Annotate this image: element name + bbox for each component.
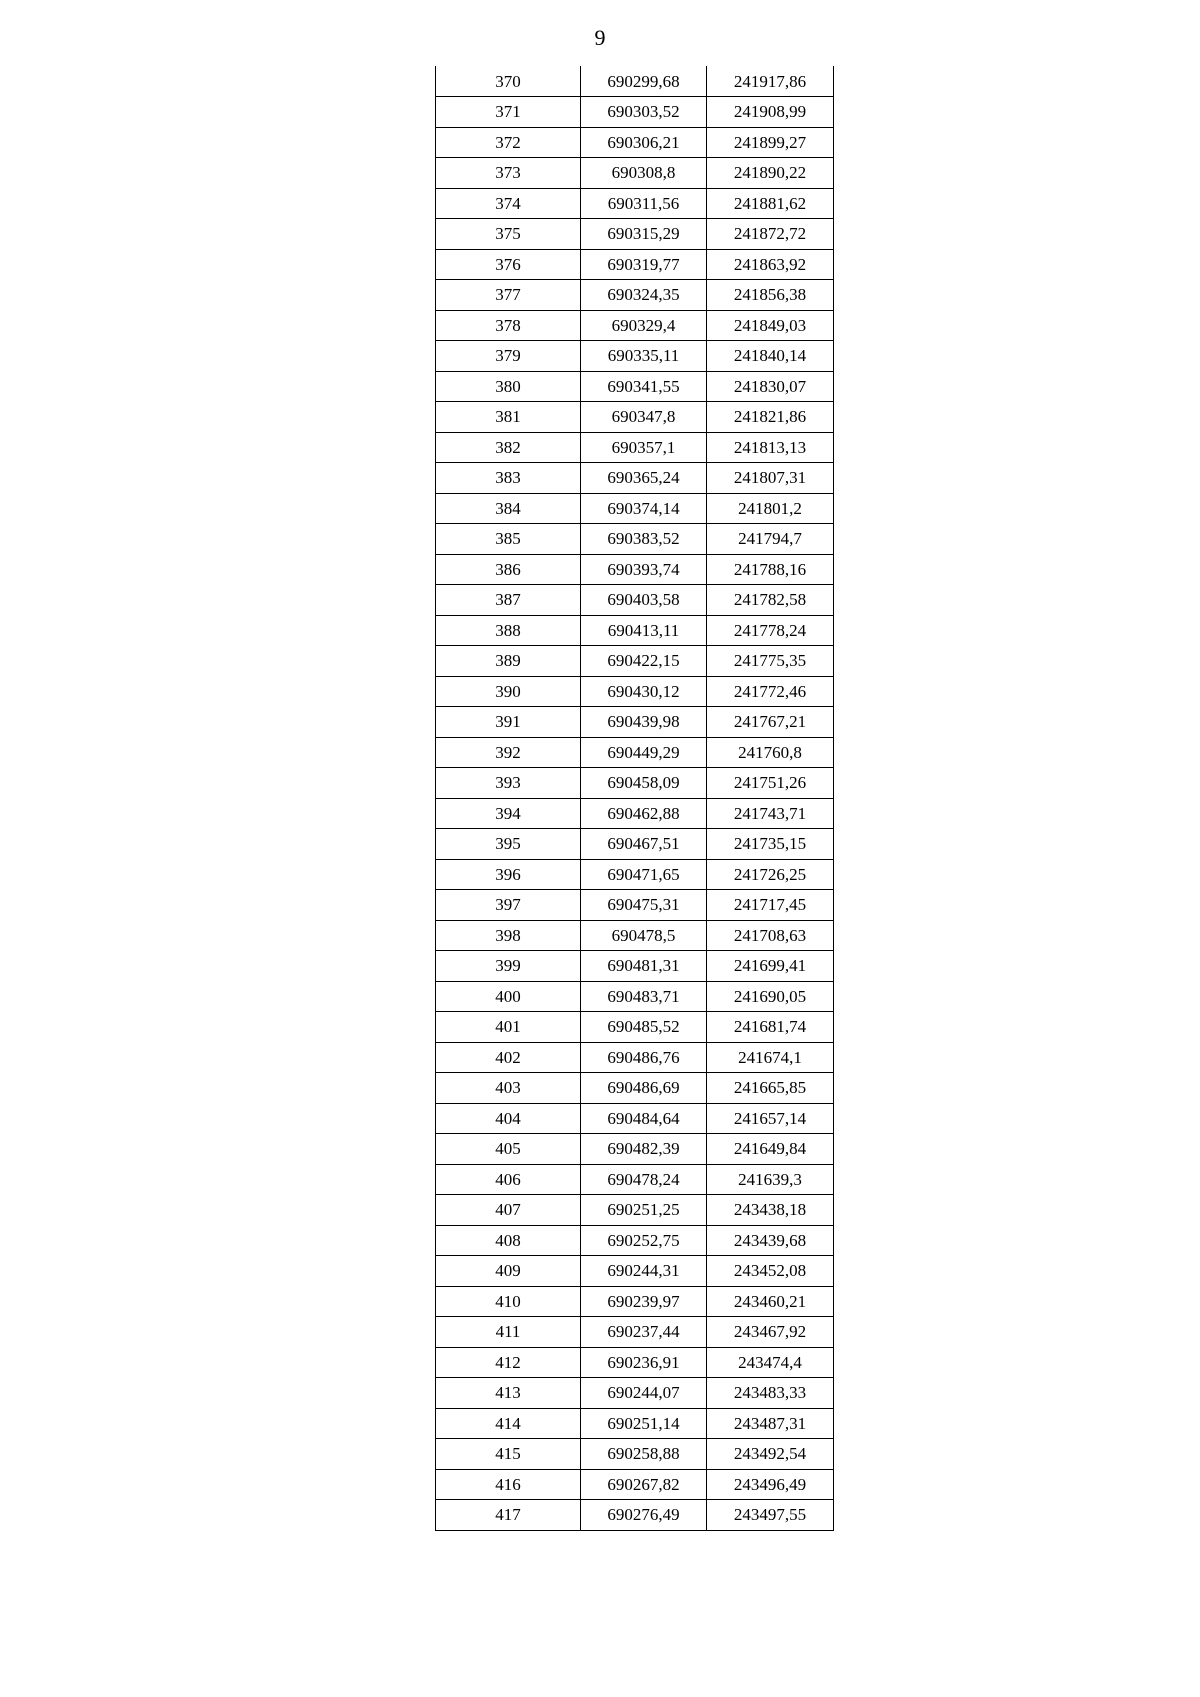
table-row (436, 951, 834, 982)
point-number-cell: 373 (436, 158, 581, 189)
table-row (436, 676, 834, 707)
y-coordinate-cell: 241899,27 (707, 127, 834, 158)
point-number-cell: 408 (436, 1225, 581, 1256)
x-coordinate-cell: 690299,68 (581, 66, 707, 97)
point-number-cell: 406 (436, 1164, 581, 1195)
y-coordinate-cell: 241890,22 (707, 158, 834, 189)
y-coordinate-cell: 241917,86 (707, 66, 834, 97)
table-row (436, 524, 834, 555)
y-coordinate-cell: 241708,63 (707, 920, 834, 951)
y-coordinate-cell: 241726,25 (707, 859, 834, 890)
x-coordinate-cell: 690467,51 (581, 829, 707, 860)
x-coordinate-cell: 690276,49 (581, 1500, 707, 1531)
point-number-cell: 393 (436, 768, 581, 799)
point-number-cell: 375 (436, 219, 581, 250)
y-coordinate-cell: 241751,26 (707, 768, 834, 799)
y-coordinate-cell: 241735,15 (707, 829, 834, 860)
x-coordinate-cell: 690458,09 (581, 768, 707, 799)
y-coordinate-cell: 241767,21 (707, 707, 834, 738)
y-coordinate-cell: 241840,14 (707, 341, 834, 372)
x-coordinate-cell: 690413,11 (581, 615, 707, 646)
table-row (436, 310, 834, 341)
y-coordinate-cell: 241856,38 (707, 280, 834, 311)
x-coordinate-cell: 690383,52 (581, 524, 707, 555)
x-coordinate-cell: 690471,65 (581, 859, 707, 890)
table-row (436, 1225, 834, 1256)
x-coordinate-cell: 690341,55 (581, 371, 707, 402)
y-coordinate-cell: 241801,2 (707, 493, 834, 524)
x-coordinate-cell: 690303,52 (581, 97, 707, 128)
x-coordinate-cell: 690347,8 (581, 402, 707, 433)
point-number-cell: 374 (436, 188, 581, 219)
point-number-cell: 384 (436, 493, 581, 524)
y-coordinate-cell: 241674,1 (707, 1042, 834, 1073)
x-coordinate-cell: 690422,15 (581, 646, 707, 677)
coordinates-table-body (436, 66, 834, 1530)
point-number-cell: 379 (436, 341, 581, 372)
x-coordinate-cell: 690357,1 (581, 432, 707, 463)
y-coordinate-cell: 241760,8 (707, 737, 834, 768)
y-coordinate-cell: 243496,49 (707, 1469, 834, 1500)
y-coordinate-cell: 241782,58 (707, 585, 834, 616)
point-number-cell: 383 (436, 463, 581, 494)
y-coordinate-cell: 243438,18 (707, 1195, 834, 1226)
x-coordinate-cell: 690237,44 (581, 1317, 707, 1348)
table-row (436, 1378, 834, 1409)
table-row (436, 707, 834, 738)
y-coordinate-cell: 241849,03 (707, 310, 834, 341)
point-number-cell: 372 (436, 127, 581, 158)
y-coordinate-cell: 241665,85 (707, 1073, 834, 1104)
table-row (436, 1103, 834, 1134)
point-number-cell: 371 (436, 97, 581, 128)
x-coordinate-cell: 690403,58 (581, 585, 707, 616)
point-number-cell: 409 (436, 1256, 581, 1287)
x-coordinate-cell: 690439,98 (581, 707, 707, 738)
y-coordinate-cell: 241813,13 (707, 432, 834, 463)
y-coordinate-cell: 241690,05 (707, 981, 834, 1012)
table-row (436, 1134, 834, 1165)
table-row (436, 1317, 834, 1348)
x-coordinate-cell: 690324,35 (581, 280, 707, 311)
x-coordinate-cell: 690486,69 (581, 1073, 707, 1104)
table-row (436, 646, 834, 677)
table-row (436, 981, 834, 1012)
point-number-cell: 388 (436, 615, 581, 646)
y-coordinate-cell: 241775,35 (707, 646, 834, 677)
point-number-cell: 404 (436, 1103, 581, 1134)
table-row (436, 280, 834, 311)
y-coordinate-cell: 241743,71 (707, 798, 834, 829)
x-coordinate-cell: 690430,12 (581, 676, 707, 707)
x-coordinate-cell: 690258,88 (581, 1439, 707, 1470)
y-coordinate-cell: 241872,72 (707, 219, 834, 250)
table-row (436, 432, 834, 463)
x-coordinate-cell: 690306,21 (581, 127, 707, 158)
y-coordinate-cell: 241830,07 (707, 371, 834, 402)
table-row (436, 158, 834, 189)
x-coordinate-cell: 690393,74 (581, 554, 707, 585)
table-row (436, 1439, 834, 1470)
y-coordinate-cell: 241807,31 (707, 463, 834, 494)
point-number-cell: 413 (436, 1378, 581, 1409)
point-number-cell: 394 (436, 798, 581, 829)
table-row (436, 219, 834, 250)
x-coordinate-cell: 690251,14 (581, 1408, 707, 1439)
x-coordinate-cell: 690486,76 (581, 1042, 707, 1073)
x-coordinate-cell: 690315,29 (581, 219, 707, 250)
point-number-cell: 405 (436, 1134, 581, 1165)
point-number-cell: 416 (436, 1469, 581, 1500)
y-coordinate-cell: 241657,14 (707, 1103, 834, 1134)
y-coordinate-cell: 243467,92 (707, 1317, 834, 1348)
y-coordinate-cell: 241699,41 (707, 951, 834, 982)
point-number-cell: 401 (436, 1012, 581, 1043)
x-coordinate-cell: 690308,8 (581, 158, 707, 189)
table-row (436, 737, 834, 768)
table-row (436, 1408, 834, 1439)
table-row (436, 859, 834, 890)
x-coordinate-cell: 690484,64 (581, 1103, 707, 1134)
table-row (436, 1500, 834, 1531)
table-row (436, 1195, 834, 1226)
y-coordinate-cell: 243487,31 (707, 1408, 834, 1439)
point-number-cell: 389 (436, 646, 581, 677)
table-row (436, 371, 834, 402)
table-row (436, 615, 834, 646)
y-coordinate-cell: 241681,74 (707, 1012, 834, 1043)
y-coordinate-cell: 241863,92 (707, 249, 834, 280)
x-coordinate-cell: 690244,07 (581, 1378, 707, 1409)
x-coordinate-cell: 690267,82 (581, 1469, 707, 1500)
y-coordinate-cell: 241908,99 (707, 97, 834, 128)
table-row (436, 920, 834, 951)
y-coordinate-cell: 241778,24 (707, 615, 834, 646)
point-number-cell: 391 (436, 707, 581, 738)
point-number-cell: 415 (436, 1439, 581, 1470)
table-row (436, 97, 834, 128)
table-row (436, 1164, 834, 1195)
table-row (436, 402, 834, 433)
x-coordinate-cell: 690239,97 (581, 1286, 707, 1317)
table-row (436, 798, 834, 829)
table-row (436, 554, 834, 585)
page-number: 9 (594, 25, 606, 50)
y-coordinate-cell: 241794,7 (707, 524, 834, 555)
point-number-cell: 397 (436, 890, 581, 921)
y-coordinate-cell: 241639,3 (707, 1164, 834, 1195)
point-number-cell: 395 (436, 829, 581, 860)
table-row (436, 1042, 834, 1073)
y-coordinate-cell: 243492,54 (707, 1439, 834, 1470)
point-number-cell: 380 (436, 371, 581, 402)
x-coordinate-cell: 690475,31 (581, 890, 707, 921)
table-row (436, 463, 834, 494)
y-coordinate-cell: 241821,86 (707, 402, 834, 433)
y-coordinate-cell: 241881,62 (707, 188, 834, 219)
y-coordinate-cell: 241772,46 (707, 676, 834, 707)
table-row (436, 66, 834, 97)
x-coordinate-cell: 690251,25 (581, 1195, 707, 1226)
table-row (436, 1073, 834, 1104)
point-number-cell: 414 (436, 1408, 581, 1439)
y-coordinate-cell: 243474,4 (707, 1347, 834, 1378)
table-row (436, 890, 834, 921)
point-number-cell: 376 (436, 249, 581, 280)
point-number-cell: 381 (436, 402, 581, 433)
point-number-cell: 377 (436, 280, 581, 311)
point-number-cell: 386 (436, 554, 581, 585)
table-row (436, 768, 834, 799)
y-coordinate-cell: 241788,16 (707, 554, 834, 585)
point-number-cell: 411 (436, 1317, 581, 1348)
table-row (436, 829, 834, 860)
point-number-cell: 385 (436, 524, 581, 555)
table-row (436, 1347, 834, 1378)
point-number-cell: 402 (436, 1042, 581, 1073)
y-coordinate-cell: 243452,08 (707, 1256, 834, 1287)
point-number-cell: 410 (436, 1286, 581, 1317)
table-row (436, 1256, 834, 1287)
x-coordinate-cell: 690483,71 (581, 981, 707, 1012)
y-coordinate-cell: 241649,84 (707, 1134, 834, 1165)
point-number-cell: 403 (436, 1073, 581, 1104)
x-coordinate-cell: 690252,75 (581, 1225, 707, 1256)
x-coordinate-cell: 690244,31 (581, 1256, 707, 1287)
point-number-cell: 370 (436, 66, 581, 97)
y-coordinate-cell: 243497,55 (707, 1500, 834, 1531)
y-coordinate-cell: 243460,21 (707, 1286, 834, 1317)
point-number-cell: 396 (436, 859, 581, 890)
x-coordinate-cell: 690462,88 (581, 798, 707, 829)
table-row (436, 127, 834, 158)
point-number-cell: 382 (436, 432, 581, 463)
x-coordinate-cell: 690449,29 (581, 737, 707, 768)
x-coordinate-cell: 690335,11 (581, 341, 707, 372)
point-number-cell: 399 (436, 951, 581, 982)
point-number-cell: 412 (436, 1347, 581, 1378)
point-number-cell: 387 (436, 585, 581, 616)
table-row (436, 1469, 834, 1500)
x-coordinate-cell: 690319,77 (581, 249, 707, 280)
point-number-cell: 378 (436, 310, 581, 341)
table-row (436, 341, 834, 372)
x-coordinate-cell: 690478,5 (581, 920, 707, 951)
table-row (436, 1012, 834, 1043)
x-coordinate-cell: 690485,52 (581, 1012, 707, 1043)
x-coordinate-cell: 690311,56 (581, 188, 707, 219)
table-row (436, 585, 834, 616)
point-number-cell: 398 (436, 920, 581, 951)
point-number-cell: 400 (436, 981, 581, 1012)
table-row (436, 188, 834, 219)
y-coordinate-cell: 241717,45 (707, 890, 834, 921)
table-row (436, 1286, 834, 1317)
table-row (436, 249, 834, 280)
x-coordinate-cell: 690329,4 (581, 310, 707, 341)
x-coordinate-cell: 690236,91 (581, 1347, 707, 1378)
point-number-cell: 407 (436, 1195, 581, 1226)
x-coordinate-cell: 690481,31 (581, 951, 707, 982)
y-coordinate-cell: 243483,33 (707, 1378, 834, 1409)
point-number-cell: 417 (436, 1500, 581, 1531)
x-coordinate-cell: 690365,24 (581, 463, 707, 494)
y-coordinate-cell: 243439,68 (707, 1225, 834, 1256)
x-coordinate-cell: 690374,14 (581, 493, 707, 524)
x-coordinate-cell: 690478,24 (581, 1164, 707, 1195)
point-number-cell: 390 (436, 676, 581, 707)
coordinates-table (435, 66, 834, 1531)
point-number-cell: 392 (436, 737, 581, 768)
x-coordinate-cell: 690482,39 (581, 1134, 707, 1165)
table-row (436, 493, 834, 524)
